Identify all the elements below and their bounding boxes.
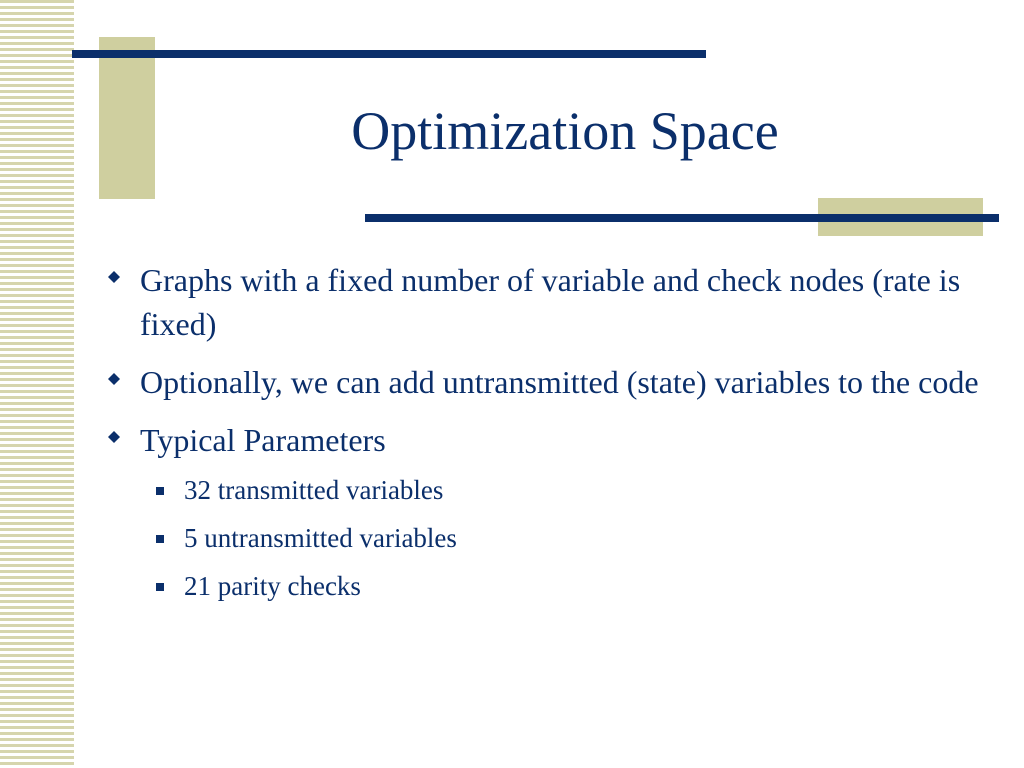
- sub-bullet-text: 21 parity checks: [184, 571, 361, 601]
- bullet-text: Typical Parameters: [140, 422, 386, 458]
- sub-bullet-item: [154, 566, 988, 606]
- sub-bullet-item: [154, 470, 988, 510]
- sub-bullet-list: [154, 470, 988, 606]
- sub-bullet-text: 32 transmitted variables: [184, 475, 444, 505]
- bullet-text: Graphs with a fixed number of variable and check nodes (rate is fixed): [140, 262, 961, 342]
- square-icon: [156, 583, 164, 591]
- title-rule-bottom: [365, 214, 999, 222]
- diamond-icon: [108, 431, 120, 443]
- slide-title: Optimization Space: [351, 101, 779, 161]
- diamond-icon: [108, 373, 120, 385]
- square-icon: [156, 535, 164, 543]
- bullet-text: Optionally, we can add untransmitted (state) variables to the code: [140, 364, 979, 400]
- diamond-icon: [108, 271, 120, 283]
- accent-block-left: [99, 37, 155, 199]
- bullet-item: [108, 418, 988, 462]
- square-icon: [156, 487, 164, 495]
- slide-content: [108, 258, 988, 614]
- title-rule-top: [72, 50, 706, 58]
- left-stripe-decoration: [0, 0, 74, 768]
- bullet-item: [108, 360, 988, 404]
- sub-bullet-text: 5 untransmitted variables: [184, 523, 457, 553]
- sub-bullet-item: [154, 518, 988, 558]
- bullet-item: [108, 258, 988, 346]
